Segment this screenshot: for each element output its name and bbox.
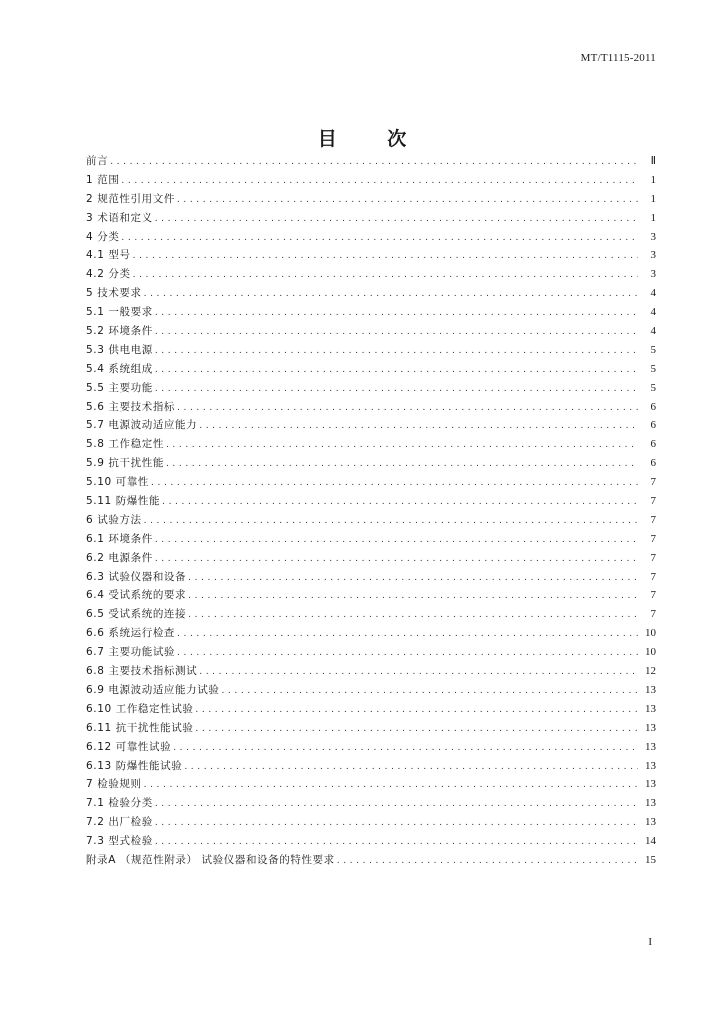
toc-entry-label: 7.2 出厂检验 xyxy=(86,816,153,829)
toc-entry-label: 前言 xyxy=(86,155,109,167)
toc-title: 目 次 xyxy=(317,128,429,150)
toc-entry[interactable] xyxy=(86,209,656,228)
toc-entry-label: 4 分类 xyxy=(86,230,120,243)
toc-entry-page: 6 xyxy=(650,457,656,470)
toc-leader-dots xyxy=(144,512,638,531)
toc-leader-dots xyxy=(221,682,638,701)
toc-leader-dots xyxy=(188,587,638,606)
toc-entry[interactable] xyxy=(86,813,656,832)
toc-leader-dots xyxy=(110,153,638,172)
toc-entry[interactable] xyxy=(86,624,656,643)
toc-entry-label: 4.1 型号 xyxy=(86,249,131,262)
toc-entry-page: 13 xyxy=(645,702,656,715)
toc-entry-label: 4.2 分类 xyxy=(86,268,131,281)
toc-entry-page: 7 xyxy=(650,495,656,508)
toc-leader-dots xyxy=(155,210,638,229)
toc-entry[interactable] xyxy=(86,322,656,341)
toc-entry-page: 1 xyxy=(650,173,656,186)
toc-entry-label: 7.1 检验分类 xyxy=(86,797,153,810)
toc-leader-dots xyxy=(195,720,638,739)
toc-entry-page: 1 xyxy=(650,192,656,205)
toc-entry-page: 4 xyxy=(650,325,656,338)
toc-leader-dots xyxy=(166,455,638,474)
toc-entry-page: 13 xyxy=(645,740,656,753)
toc-entry-page: 13 xyxy=(645,816,656,829)
toc-entry[interactable] xyxy=(86,738,656,757)
toc-entry[interactable] xyxy=(86,360,656,379)
toc-entry-page: 14 xyxy=(645,835,656,848)
toc-leader-dots xyxy=(151,474,638,493)
toc-entry[interactable] xyxy=(86,794,656,813)
toc-entry[interactable] xyxy=(86,228,656,247)
toc-entry-label: 7.3 型式检验 xyxy=(86,835,153,848)
toc-entry-label: 6.3 试验仪器和设备 xyxy=(86,570,187,583)
toc-entry-label: 6.12 可靠性试验 xyxy=(86,740,172,753)
toc-entry[interactable] xyxy=(86,265,656,284)
toc-entry-page: 6 xyxy=(650,400,656,413)
toc-entry-page: 12 xyxy=(645,665,656,678)
toc-entry-page: 7 xyxy=(650,570,656,583)
toc-entry[interactable] xyxy=(86,190,656,209)
toc-entry-page: 13 xyxy=(645,797,656,810)
toc-entry[interactable] xyxy=(86,416,656,435)
toc-entry[interactable] xyxy=(86,605,656,624)
toc-entry-label: 6.13 防爆性能试验 xyxy=(86,759,183,772)
toc-entry-label: 6.4 受试系统的要求 xyxy=(86,589,187,602)
toc-entry-page: 6 xyxy=(650,438,656,451)
toc-leader-dots xyxy=(155,550,638,569)
toc-leader-dots xyxy=(173,739,638,758)
toc-leader-dots xyxy=(177,625,638,644)
toc-leader-dots xyxy=(155,795,638,814)
toc-leader-dots xyxy=(155,380,638,399)
toc-leader-dots xyxy=(121,172,638,191)
toc-entry-label: 1 范围 xyxy=(86,173,120,186)
toc-entry-label: 6.7 主要功能试验 xyxy=(86,646,176,659)
toc-leader-dots xyxy=(155,361,638,380)
toc-entry[interactable] xyxy=(86,379,656,398)
toc-entry-page: 4 xyxy=(650,287,656,300)
toc-leader-dots xyxy=(155,531,638,550)
toc-entry-label: 5.6 主要技术指标 xyxy=(86,400,176,413)
toc-entry-label: 5.7 电源波动适应能力 xyxy=(86,419,198,432)
toc-leader-dots xyxy=(199,417,638,436)
toc-entry-label: 5.8 工作稳定性 xyxy=(86,438,164,451)
toc-leader-dots xyxy=(155,814,638,833)
toc-entry-label: 5.3 供电电源 xyxy=(86,343,153,356)
toc-entry[interactable] xyxy=(86,435,656,454)
toc-entry[interactable] xyxy=(86,662,656,681)
toc-entry-page: Ⅱ xyxy=(650,155,656,167)
toc-leader-dots xyxy=(184,758,638,777)
toc-entry-label: 2 规范性引用文件 xyxy=(86,192,175,205)
toc-entry-label: 5.9 抗干扰性能 xyxy=(86,457,164,470)
toc-entry-page: 13 xyxy=(645,683,656,696)
toc-entry[interactable] xyxy=(86,171,656,190)
toc-leader-dots xyxy=(177,644,638,663)
toc-entry-label: 6.10 工作稳定性试验 xyxy=(86,702,194,715)
toc-entry[interactable] xyxy=(86,530,656,549)
toc-entry[interactable] xyxy=(86,398,656,417)
toc-entry-page: 3 xyxy=(650,249,656,262)
toc-leader-dots xyxy=(133,247,638,266)
toc-leader-dots xyxy=(155,304,638,323)
toc-entry[interactable] xyxy=(86,681,656,700)
toc-entry[interactable] xyxy=(86,700,656,719)
toc-entry[interactable] xyxy=(86,303,656,322)
toc-entry-page: 4 xyxy=(650,306,656,319)
toc-entry-page: 1 xyxy=(650,211,656,224)
toc-leader-dots xyxy=(133,266,638,285)
toc-entry-label: 6.1 环境条件 xyxy=(86,532,153,545)
toc-leader-dots xyxy=(199,663,638,682)
toc-entry[interactable] xyxy=(86,775,656,794)
toc-entry[interactable] xyxy=(86,341,656,360)
toc-entry-label: 6 试验方法 xyxy=(86,513,142,526)
toc-entry-label: 5.4 系统组成 xyxy=(86,362,153,375)
toc-leader-dots xyxy=(166,436,638,455)
toc-entry-page: 10 xyxy=(645,646,656,659)
toc-leader-dots xyxy=(162,493,638,512)
toc-entry-page: 10 xyxy=(645,627,656,640)
toc-entry-label: 7 检验规则 xyxy=(86,778,142,791)
toc-entry-label: 6.5 受试系统的连接 xyxy=(86,608,187,621)
toc-entry-page: 5 xyxy=(650,362,656,375)
toc-entry-page: 13 xyxy=(645,778,656,791)
toc-entry-page: 7 xyxy=(650,532,656,545)
toc-leader-dots xyxy=(155,323,638,342)
toc-entry[interactable] xyxy=(86,851,656,870)
toc-leader-dots xyxy=(177,191,638,210)
standard-code: MT/T1115-2011 xyxy=(580,52,656,64)
toc-list xyxy=(86,152,656,870)
toc-entry-label: 6.8 主要技术指标测试 xyxy=(86,665,198,678)
toc-entry-label: 6.11 抗干扰性能试验 xyxy=(86,721,194,734)
toc-entry[interactable] xyxy=(86,492,656,511)
toc-entry[interactable] xyxy=(86,549,656,568)
toc-entry-label: 5.5 主要功能 xyxy=(86,381,153,394)
toc-entry[interactable] xyxy=(86,284,656,303)
toc-entry-label: 5.1 一般要求 xyxy=(86,306,153,319)
toc-leader-dots xyxy=(121,229,638,248)
toc-entry-page: 3 xyxy=(650,268,656,281)
toc-leader-dots xyxy=(188,606,638,625)
toc-leader-dots xyxy=(144,776,638,795)
toc-entry[interactable] xyxy=(86,586,656,605)
toc-entry-label: 6.6 系统运行检查 xyxy=(86,627,176,640)
toc-entry[interactable] xyxy=(86,568,656,587)
toc-entry-label: 5.10 可靠性 xyxy=(86,476,150,489)
toc-entry-label: 5 技术要求 xyxy=(86,287,142,300)
toc-leader-dots xyxy=(155,833,638,852)
toc-entry-page: 5 xyxy=(650,381,656,394)
toc-leader-dots xyxy=(155,342,638,361)
toc-leader-dots xyxy=(195,701,638,720)
toc-entry-label: 5.11 防爆性能 xyxy=(86,495,161,508)
toc-leader-dots xyxy=(337,852,638,871)
toc-entry-label: 6.2 电源条件 xyxy=(86,551,153,564)
toc-entry-label: 5.2 环境条件 xyxy=(86,325,153,338)
toc-entry[interactable] xyxy=(86,719,656,738)
toc-entry-page: 13 xyxy=(645,721,656,734)
toc-entry-page: 7 xyxy=(650,513,656,526)
toc-entry-label: 附录A （规范性附录） 试验仪器和设备的特性要求 xyxy=(86,853,335,866)
toc-entry[interactable] xyxy=(86,832,656,851)
toc-entry-page: 7 xyxy=(650,608,656,621)
toc-entry[interactable] xyxy=(86,454,656,473)
toc-entry-page: 7 xyxy=(650,476,656,489)
page-number: I xyxy=(648,936,652,948)
toc-entry[interactable] xyxy=(86,246,656,265)
toc-entry-page: 15 xyxy=(645,853,656,866)
toc-entry[interactable] xyxy=(86,643,656,662)
toc-leader-dots xyxy=(177,399,638,418)
toc-entry[interactable] xyxy=(86,152,656,171)
toc-entry-page: 7 xyxy=(650,589,656,602)
toc-entry[interactable] xyxy=(86,511,656,530)
toc-entry-page: 6 xyxy=(650,419,656,432)
toc-entry[interactable] xyxy=(86,757,656,776)
toc-entry-label: 6.9 电源波动适应能力试验 xyxy=(86,683,220,696)
toc-entry-label: 3 术语和定义 xyxy=(86,211,153,224)
toc-entry-page: 7 xyxy=(650,551,656,564)
toc-entry-page: 5 xyxy=(650,343,656,356)
toc-entry-page: 13 xyxy=(645,759,656,772)
toc-entry[interactable] xyxy=(86,473,656,492)
toc-leader-dots xyxy=(144,285,638,304)
toc-entry-page: 3 xyxy=(650,230,656,243)
toc-leader-dots xyxy=(188,569,638,588)
